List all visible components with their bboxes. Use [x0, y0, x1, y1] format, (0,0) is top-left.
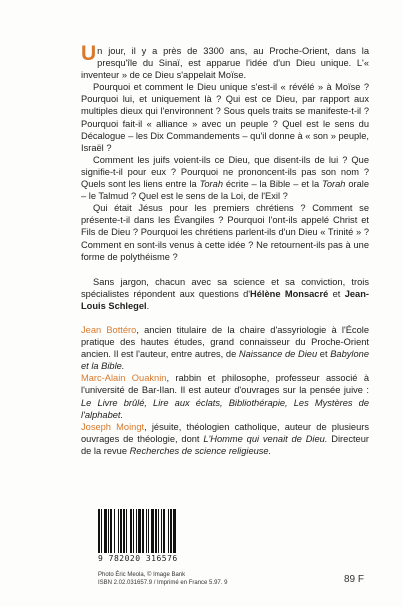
- intro-paragraph-3: [81, 154, 369, 202]
- author-bottero: [81, 324, 369, 372]
- cover-text: [81, 42, 370, 457]
- isbn-line: ISBN 2.02.031657.9 / Imprimé en France 5.97. 9: [98, 580, 228, 586]
- barcode-bars: [98, 509, 216, 553]
- author-moingt: [81, 421, 369, 457]
- bottero-book-1: Naissance de Dieu: [238, 349, 318, 360]
- interviewer-2: Jean-Louis Schlegel: [81, 288, 369, 311]
- authors-list: [81, 324, 369, 457]
- p3-torah-2: Torah: [322, 179, 346, 190]
- p3-a: Comment les juifs voient-ils ce Dieu, que disent-ils de lui ? Que signifie-t-il pour eux ? Pourquoi ne prononcent-ils pas son nom ? Quels sont les liens entre la: [81, 154, 369, 190]
- ouaknin-books: Le Livre brûlé, Lire aux éclats, Bibliothérapie, Les Mystères de l'alphabet.: [81, 397, 369, 420]
- barcode-bar: [176, 509, 177, 553]
- interviewer-1: Hélène Monsacré: [250, 288, 329, 299]
- specialists-text-a: Sans jargon, chacun avec sa science et sa conviction, trois spécialistes répondent aux questions d': [81, 276, 369, 299]
- barcode: [98, 509, 216, 563]
- moingt-journal: Recherches de science religieuse.: [129, 445, 272, 456]
- moingt-text-c: Directeur de la revue: [81, 433, 369, 456]
- specialists-paragraph: [81, 276, 369, 312]
- intro-paragraph-4: Qui était Jésus pour les premiers chrétiens ? Comment se présente-t-il dans les Évangiles ? Pourquoi l'ont-ils appelé Christ et Fils de Dieu ? Pourquoi les chrétiens parlent-ils d'un Dieu « Trinité » ? Comment en sont-ils venus à cette idée ? Ne retournent-ils pas à une forme de polythéisme ?: [81, 203, 369, 262]
- spacer: [81, 263, 369, 276]
- price-label: 89 F: [344, 574, 365, 585]
- author-name-ouaknin: Marc-Alain Ouaknin: [81, 373, 167, 384]
- ouaknin-text-a: , rabbin et philosophe, professeur associé à l'université de Bar-Ilan. Il est auteur d'ouvrages sur la pensée juive :: [81, 373, 370, 396]
- p3-c: écrite – la Bible – et la: [223, 179, 322, 190]
- specialists-text-c: .: [146, 300, 150, 311]
- intro-paragraph-1: [81, 42, 369, 81]
- p3-torah-1: Torah: [199, 179, 223, 190]
- bottero-text-c: et: [317, 349, 331, 360]
- dropcap-letter: U: [81, 42, 97, 65]
- author-name-moingt: Joseph Moingt: [81, 421, 145, 432]
- author-ouaknin: [81, 372, 369, 420]
- barcode-number: 9 782020 316576: [98, 554, 178, 563]
- specialists-text-b: et: [328, 288, 345, 299]
- photo-credit: Photo Éric Meola, © Image Bank: [98, 572, 186, 578]
- p3-e: orale – le Talmud ? Quel est le sens de la Loi, de l'Exil ?: [81, 179, 369, 202]
- spacer: [81, 312, 369, 324]
- credits: [98, 571, 227, 587]
- moingt-book: L'Homme qui venait de Dieu.: [203, 433, 328, 444]
- author-name-bottero: Jean Bottéro: [81, 324, 137, 335]
- bottero-text-a: , ancien titulaire de la chaire d'assyriologie à l'École pratique des hautes études, grand connaisseur du Proche-Orient ancien. Il est l'auteur, entre autres, de: [81, 324, 369, 360]
- intro-text-1: n jour, il y a près de 3300 ans, au Proche-Orient, dans la presqu'île du Sinaï, est apparue l'idée d'un Dieu unique. L'« inventeur » de ce Dieu s'appelait Moïse.: [81, 46, 369, 81]
- bottero-book-2: Babylone et la Bible.: [81, 349, 369, 372]
- moingt-text-a: , jésuite, théologien catholique, auteur de plusieurs ouvrages de théologie, dont: [81, 421, 370, 444]
- intro-paragraph-2: Pourquoi et comment le Dieu unique s'est-il « révélé » à Moïse ? Pourquoi lui, et uniquement là ? Qui est ce Dieu, par rapport aux multiples dieux qui l'environnent ? Sous quels traits se manifeste-t-il ? Pourquoi fait-il « alliance » avec un peuple ? Quel est le sens du Décalogue – les Dix Commandements – qu'il donne à « son » peuple, Israël ?: [81, 82, 369, 153]
